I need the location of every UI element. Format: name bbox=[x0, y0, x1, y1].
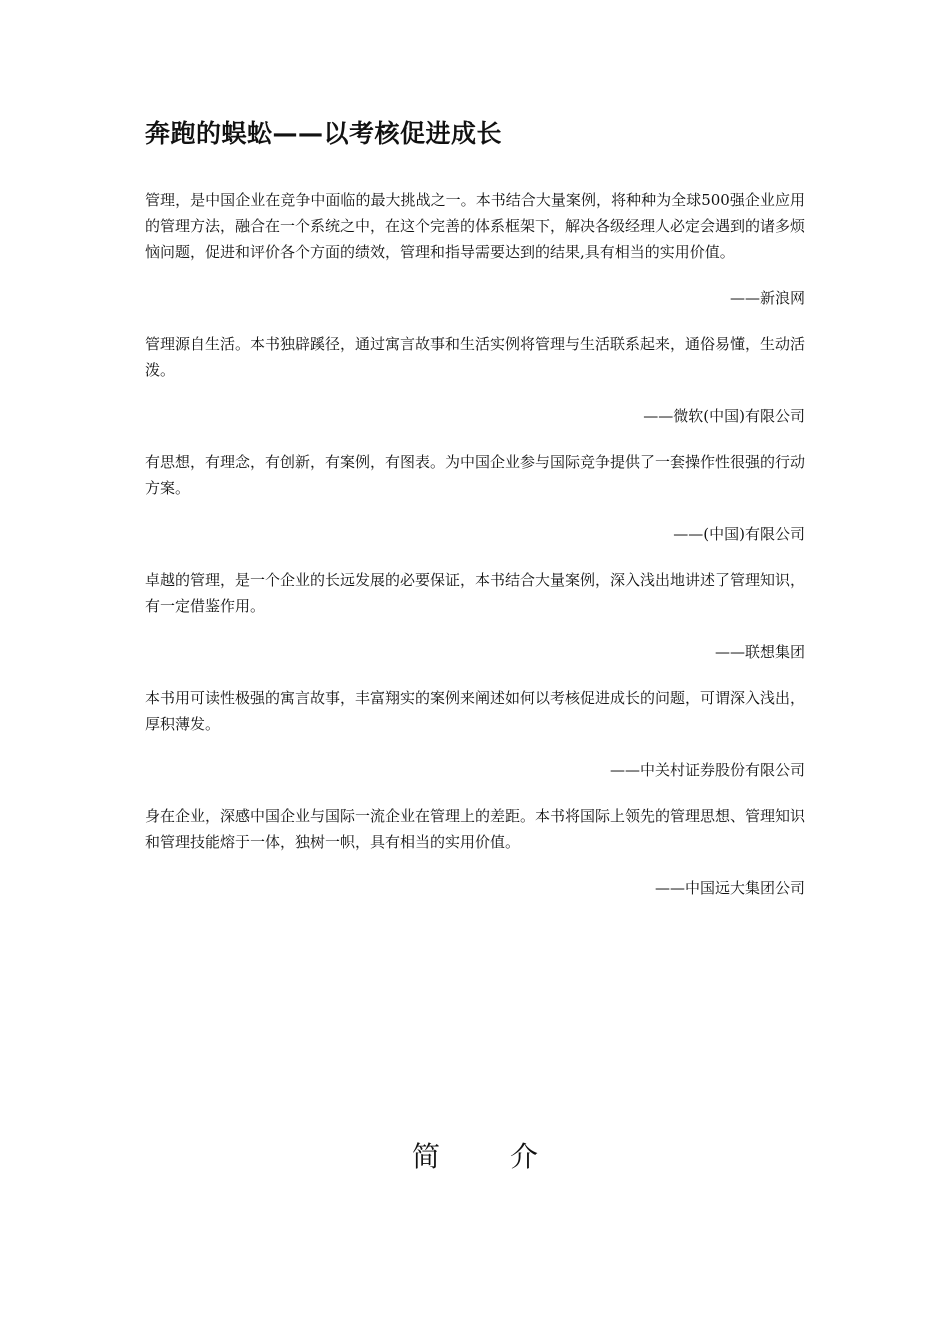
review-source: ——(中国)有限公司 bbox=[673, 525, 805, 543]
review-item bbox=[145, 187, 805, 311]
section-heading-introduction bbox=[145, 1137, 805, 1177]
review-item bbox=[145, 331, 805, 429]
book-title: 奔跑的蜈蚣——以考核促进成长 bbox=[145, 119, 503, 148]
review-source: ——新浪网 bbox=[729, 289, 805, 307]
review-item bbox=[145, 449, 805, 547]
review-text: 管理，是中国企业在竞争中面临的最大挑战之一。本书结合大量案例，将种种为全球500强企业应用的管理方法，融合在一个系统之中，在这个完善的体系框架下，解决各级经理人必定会遇到的诸多烦恼问题，促进和评价各个方面的绩效，管理和指导需要达到的结果,具有相当的实用价值。 bbox=[145, 191, 806, 261]
review-text: 管理源自生活。本书独辟蹊径，通过寓言故事和生活实例将管理与生活联系起来，通俗易懂，生动活泼。 bbox=[145, 335, 806, 379]
section-heading-char: 介 bbox=[510, 1140, 539, 1173]
review-source: ——中关村证券股份有限公司 bbox=[609, 761, 805, 779]
review-text: 有思想，有理念，有创新，有案例，有图表。为中国企业参与国际竞争提供了一套操作性很强的行动方案。 bbox=[145, 453, 806, 497]
review-list bbox=[145, 187, 805, 901]
section-heading-char: 简 bbox=[411, 1140, 440, 1173]
review-item bbox=[145, 803, 805, 901]
review-text: 身在企业，深感中国企业与国际一流企业在管理上的差距。本书将国际上领先的管理思想、管理知识和管理技能熔于一体，独树一帜，具有相当的实用价值。 bbox=[145, 807, 806, 851]
review-text: 本书用可读性极强的寓言故事，丰富翔实的案例来阐述如何以考核促进成长的问题，可谓深入浅出，厚积薄发。 bbox=[145, 689, 806, 733]
review-text: 卓越的管理，是一个企业的长远发展的必要保证，本书结合大量案例，深入浅出地讲述了管理知识，有一定借鉴作用。 bbox=[145, 571, 806, 615]
document-page bbox=[145, 0, 805, 1344]
review-source: ——微软(中国)有限公司 bbox=[643, 407, 805, 425]
review-source: ——中国远大集团公司 bbox=[654, 879, 805, 897]
review-item bbox=[145, 685, 805, 783]
review-item bbox=[145, 567, 805, 665]
review-source: ——联想集团 bbox=[714, 643, 805, 661]
